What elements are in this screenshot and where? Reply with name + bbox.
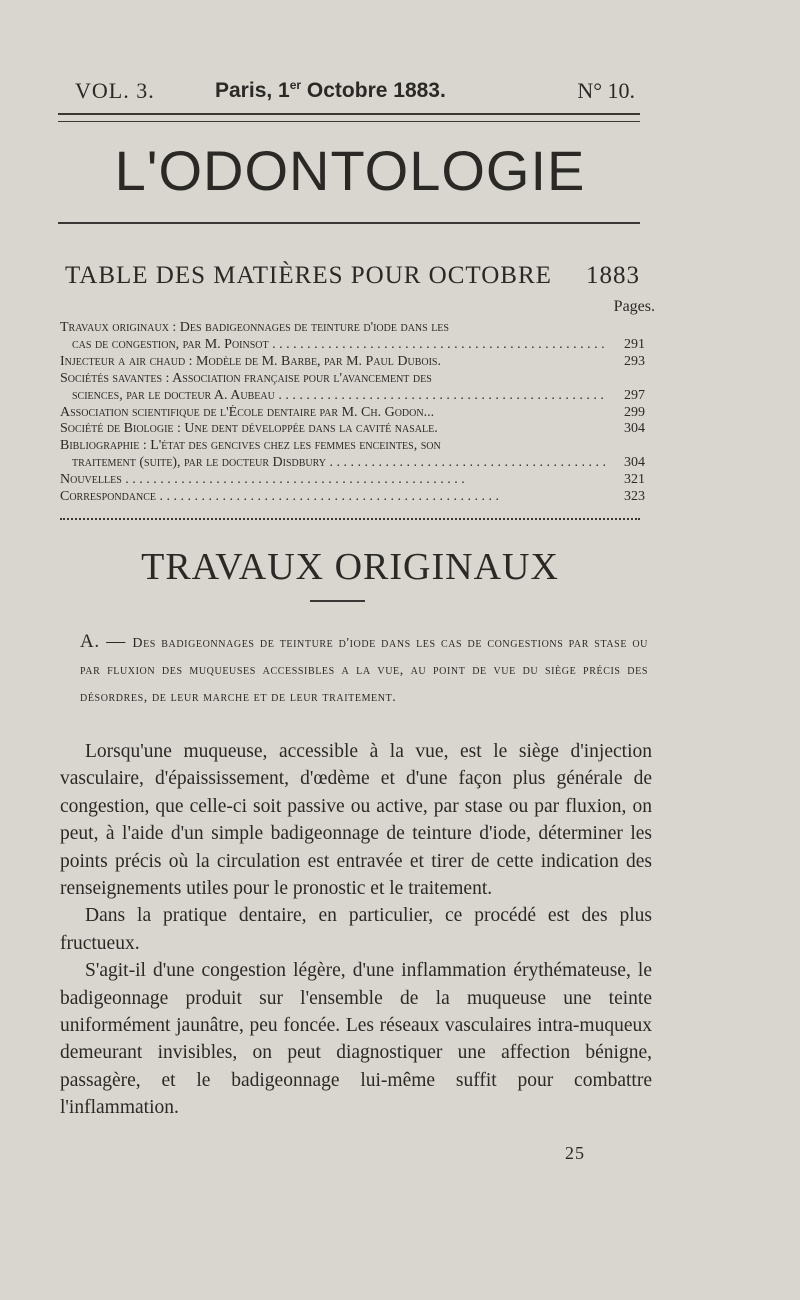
article-heading: A. — Des badigeonnages de teinture d'iode dans les cas de congestions par stase ou par fluxion des muqueuses accessibles a la vue, au point de vue du siège précis des désordres, de leur marche et de leur traitement.	[80, 631, 648, 705]
section-title: TRAVAUX ORIGINAUX	[141, 546, 559, 588]
toc-year: 1883	[586, 262, 640, 289]
toc-row: Correspondance . . . 323	[60, 489, 645, 506]
journal-title: L'ODONTOLOGIE	[114, 139, 586, 202]
header-rule	[58, 113, 640, 122]
toc-row: traitement (suite), par le docteur Disdbury . . . 304	[60, 455, 645, 472]
issue-date: Paris, 1er Octobre 1883.	[215, 78, 446, 102]
toc-row: Association scientifique de l'École dentaire par M. Ch. Godon... 299	[60, 404, 645, 420]
paragraph: Dans la pratique dentaire, en particulier, ce procédé est des plus fructueux.	[60, 905, 652, 954]
section-rule	[310, 600, 365, 602]
toc-title: TABLE DES MATIÈRES POUR OCTOBRE 1883	[65, 262, 640, 289]
toc-row: Bibliographie : L'état des gencives chez les femmes enceintes, son	[60, 438, 441, 454]
volume-label: VOL. 3.	[75, 78, 155, 103]
title-rule	[58, 222, 640, 224]
pages-label: Pages.	[613, 298, 655, 315]
toc-rule	[60, 518, 640, 520]
toc-row: cas de congestion, par M. Poinsot . . . 291	[60, 337, 645, 354]
toc-row: Société de Biologie : Une dent développée dans la cavité nasale. 304	[60, 421, 645, 437]
paragraph: Lorsqu'une muqueuse, accessible à la vue, est le siège d'injection vasculaire, d'épaississement, d'œdème et d'une façon plus générale de congestion, que celle-ci soit passive ou active, par stase ou par fluxion, on peut, à l'aide d'un simple badigeonnage de teinture d'iode, déterminer les points précis où la circulation est entravée et tirer de cette indication des renseignements utiles pour le pronostic et le traitement.	[60, 741, 652, 900]
page-number: 25	[565, 1143, 585, 1163]
paragraph: S'agit-il d'une congestion légère, d'une inflammation érythémateuse, le badigeonnage produit sur l'ensemble de la muqueuse une teinte uniformément jaunâtre, peu foncée. Les réseaux vasculaires intra-muqueux demeurant invisibles, on peut diagnostiquer une affection bénigne, passagère, et le badigeonnage lui-même suffit pour combattre l'inflammation.	[60, 960, 652, 1119]
toc-row: Nouvelles . . . 321	[60, 472, 645, 489]
toc-row: sciences, par le docteur A. Aubeau . . . 297	[60, 388, 645, 405]
article-body	[60, 738, 652, 1122]
masthead	[75, 78, 635, 108]
table-of-contents	[60, 320, 645, 506]
toc-row: Travaux originaux : Des badigeonnages de teinture d'iode dans les	[60, 320, 449, 335]
toc-row: Sociétés savantes : Association française pour l'avancement des	[60, 370, 432, 386]
issue-number: N° 10.	[577, 78, 635, 103]
toc-row: Injecteur a air chaud : Modèle de M. Barbe, par M. Paul Dubois. 293	[60, 353, 645, 369]
